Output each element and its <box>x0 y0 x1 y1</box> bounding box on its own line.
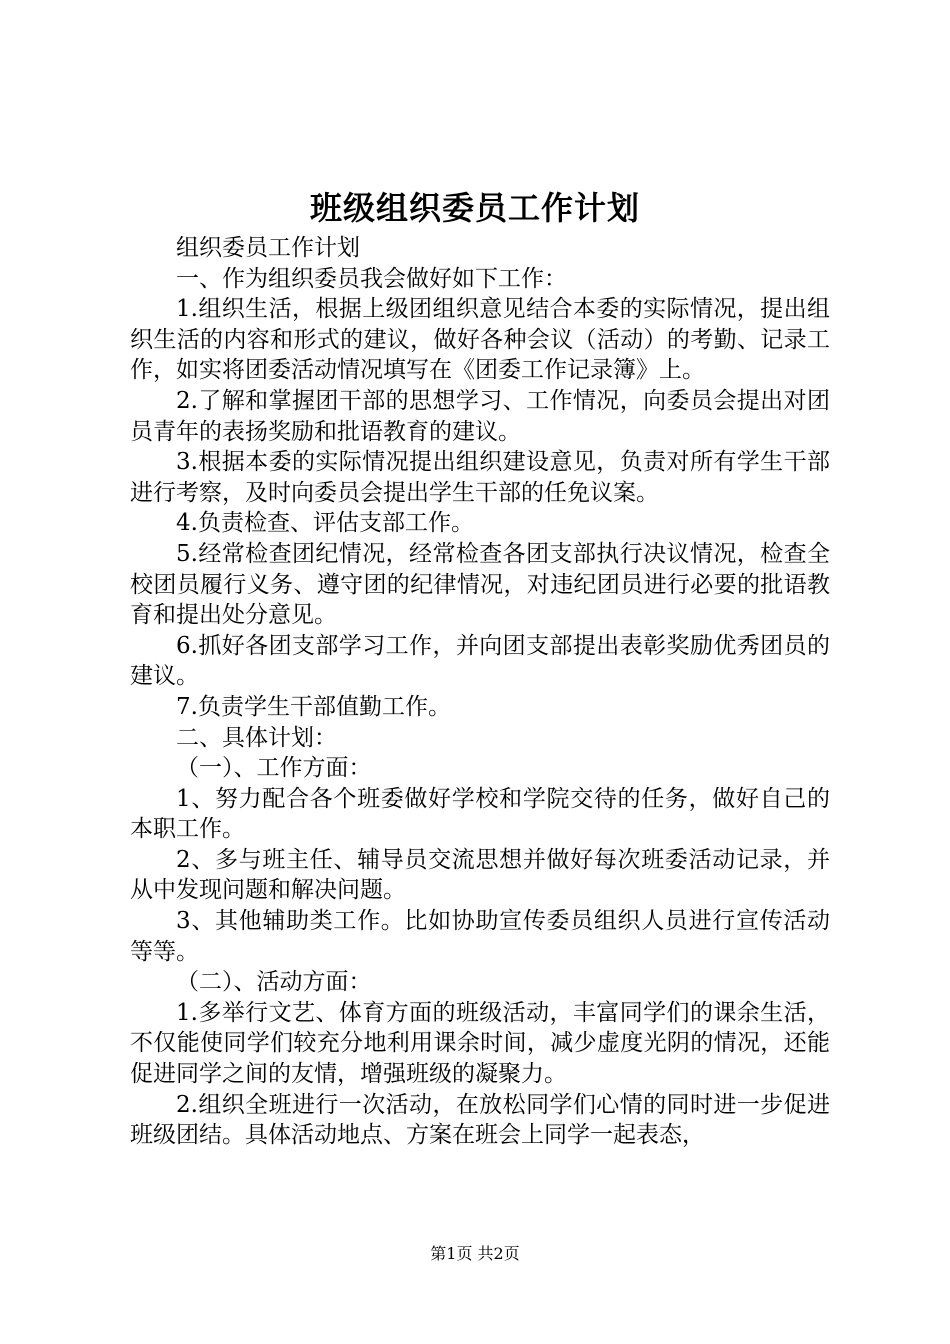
paragraph-activity-1: 1.多举行文艺、体育方面的班级活动，丰富同学们的课余生活，不仅能使同学们较充分地利用课余时间，减少虚度光阴的情况，还能促进同学之间的友情，增强班级的凝聚力。 <box>130 999 830 1088</box>
page-footer: 第1页 共2页 <box>430 1244 520 1263</box>
paragraph-section-two-heading: 二、具体计划： <box>176 724 337 751</box>
paragraph-duty-2: 2.了解和掌握团干部的思想学习、工作情况，向委员会提出对团员青年的表扬奖励和批语教育的建议。 <box>130 387 830 445</box>
document-body <box>130 233 830 1151</box>
paragraph-work-1: 1、努力配合各个班委做好学校和学院交待的任务，做好自己的本职工作。 <box>130 785 830 843</box>
paragraph-activity-2: 2.组织全班进行一次活动，在放松同学们心情的同时进一步促进班级团结。具体活动地点、方案在班会上同学一起表态， <box>130 1091 830 1149</box>
paragraph-subtitle: 组织委员工作计划 <box>176 235 360 261</box>
paragraph-duty-5: 5.经常检查团纪情况，经常检查各团支部执行决议情况，检查全校团员履行义务、遵守团的纪律情况，对违纪团员进行必要的批语教育和提出处分意见。 <box>130 540 830 629</box>
paragraph-section-one-heading: 一、作为组织委员我会做好如下工作： <box>176 265 567 292</box>
paragraph-duty-1: 1.组织生活，根据上级团组织意见结合本委的实际情况，提出组织生活的内容和形式的建议，做好各种会议（活动）的考勤、记录工作，如实将团委活动情况填写在《团委工作记录簿》上。 <box>130 296 830 384</box>
paragraph-duty-3: 3.根据本委的实际情况提出组织建设意见，负责对所有学生干部进行考察，及时向委员会提出学生干部的任免议案。 <box>130 449 830 506</box>
paragraph-work-heading: （一）、工作方面： <box>176 755 372 782</box>
paragraph-work-2: 2、多与班主任、辅导员交流思想并做好每次班委活动记录，并从中发现问题和解决问题。 <box>130 846 830 904</box>
paragraph-activity-heading: （二）、活动方面： <box>176 969 372 996</box>
document-title: 班级组织委员工作计划 <box>309 189 640 227</box>
paragraph-duty-4: 4.负责检查、评估支部工作。 <box>176 510 474 537</box>
paragraph-duty-6: 6.抓好各团支部学习工作，并向团支部提出表彰奖励优秀团员的建议。 <box>130 632 830 690</box>
paragraph-work-3: 3、其他辅助类工作。比如协助宣传委员组织人员进行宣传活动等等。 <box>130 908 830 965</box>
paragraph-duty-7: 7.负责学生干部值勤工作。 <box>176 693 451 720</box>
